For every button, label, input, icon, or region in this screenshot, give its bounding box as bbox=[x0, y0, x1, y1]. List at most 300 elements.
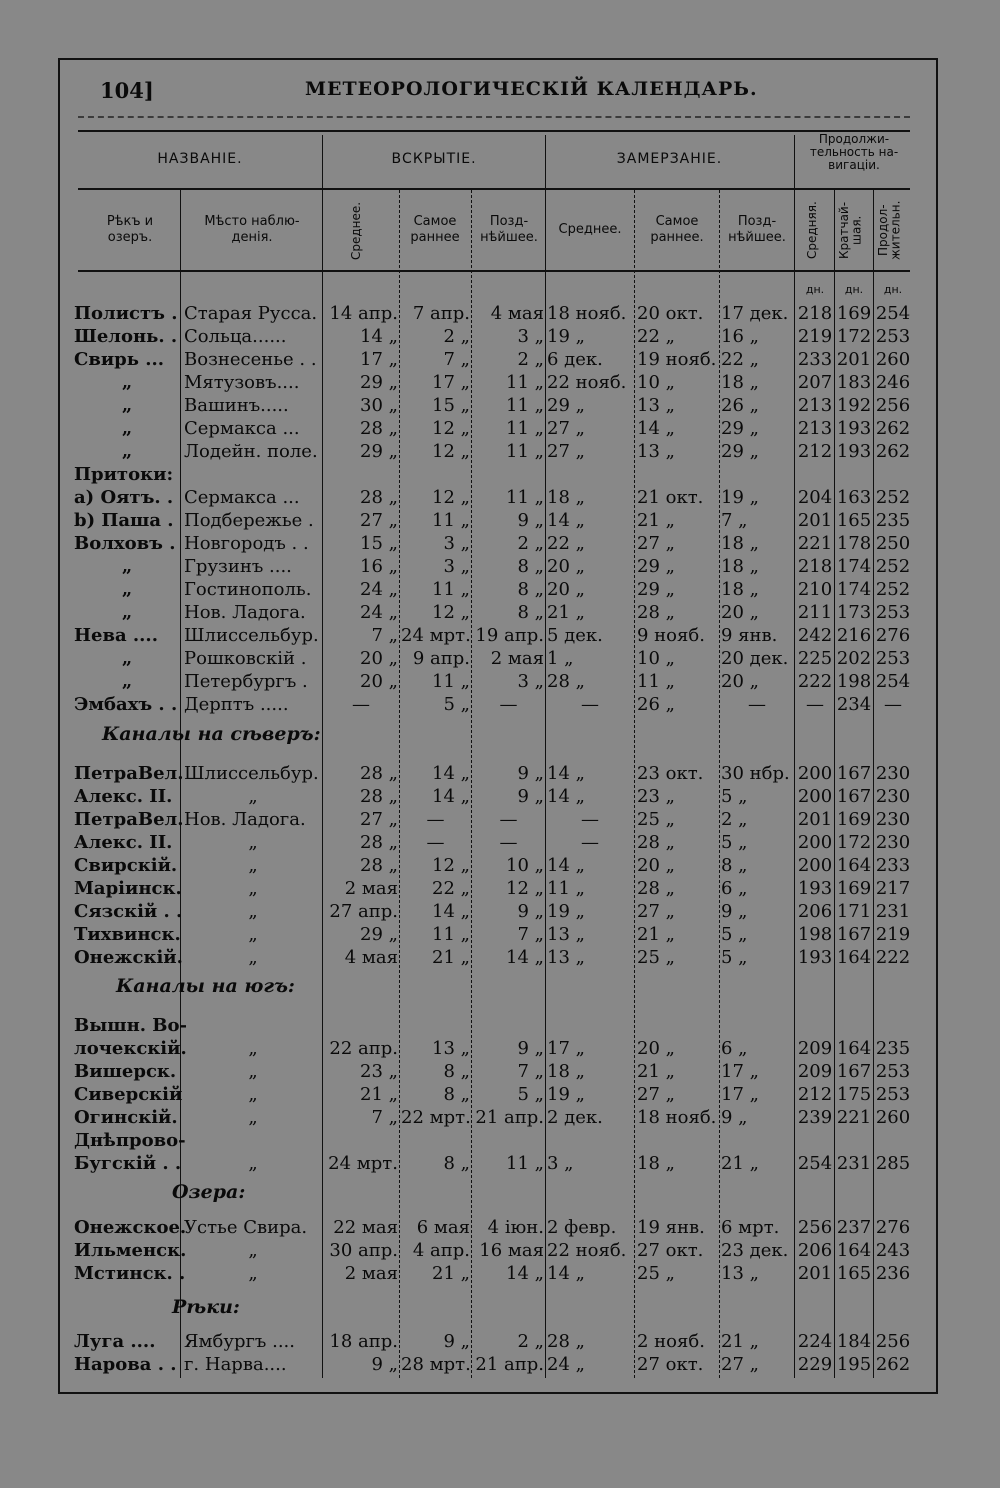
cell-open-avg: 28 „ bbox=[360, 418, 398, 439]
cell-open-late: 4 іюн. bbox=[487, 1217, 544, 1238]
sub-open-early: Самое раннее bbox=[410, 214, 460, 246]
table-row bbox=[0, 302, 1000, 325]
cell-open-avg: 7 „ bbox=[371, 625, 398, 646]
cell-freeze-early: 22 „ bbox=[637, 326, 675, 347]
cell-name: Полистъ . bbox=[74, 303, 178, 324]
cell-freeze-late: 18 „ bbox=[721, 533, 759, 554]
table-row bbox=[0, 1216, 1000, 1239]
cell-open-late: 8 „ bbox=[517, 556, 544, 577]
cell-nav-long: 217 bbox=[875, 878, 911, 899]
cell-open-early: — bbox=[426, 832, 445, 853]
cell-nav-avg: 204 bbox=[797, 487, 833, 508]
table-row bbox=[0, 394, 1000, 417]
cell-freeze-late: 29 „ bbox=[721, 418, 759, 439]
table-row bbox=[0, 509, 1000, 532]
cell-open-avg: 4 мая bbox=[344, 947, 398, 968]
cell-open-early: 22 „ bbox=[432, 878, 470, 899]
cell-freeze-early: 27 „ bbox=[637, 533, 675, 554]
cell-freeze-late: 6 мрт. bbox=[721, 1217, 780, 1238]
cell-freeze-late: 21 „ bbox=[721, 1153, 759, 1174]
cell-place: „ bbox=[248, 1084, 258, 1105]
cell-open-late: 21 апр. bbox=[475, 1354, 544, 1375]
cell-open-late: 11 „ bbox=[506, 418, 544, 439]
cell-open-late: — bbox=[499, 832, 518, 853]
cell-freeze-early: 20 „ bbox=[637, 1038, 675, 1059]
table-row bbox=[0, 417, 1000, 440]
cell-name: ПетраВел. bbox=[74, 809, 184, 830]
cell-open-avg: 24 „ bbox=[360, 602, 398, 623]
cell-freeze-avg: 19 „ bbox=[547, 1084, 585, 1105]
table-row bbox=[0, 1083, 1000, 1106]
cell-place: Сермакса ... bbox=[184, 418, 300, 439]
cell-open-early: 8 „ bbox=[443, 1061, 470, 1082]
cell-nav-long: 253 bbox=[875, 602, 911, 623]
section-canals-north: Каналы на сѣверъ: bbox=[102, 723, 321, 745]
cell-name: Алекс. II. bbox=[74, 786, 173, 807]
table-row bbox=[0, 371, 1000, 394]
cell-open-avg: 30 апр. bbox=[329, 1240, 398, 1261]
group-navigation: Продолжи-тельность на-вигаціи. bbox=[809, 132, 899, 173]
cell-nav-long: 254 bbox=[875, 303, 911, 324]
cell-open-late: 2 „ bbox=[517, 349, 544, 370]
cell-freeze-avg: 21 „ bbox=[547, 602, 585, 623]
cell-freeze-avg: 11 „ bbox=[547, 878, 585, 899]
cell-freeze-avg: 22 „ bbox=[547, 533, 585, 554]
cell-freeze-late: 9 „ bbox=[721, 1107, 748, 1128]
cell-freeze-early: 19 янв. bbox=[637, 1217, 705, 1238]
cell-freeze-early: 10 „ bbox=[637, 372, 675, 393]
cell-freeze-early: 26 „ bbox=[637, 694, 675, 715]
cell-nav-short: 163 bbox=[836, 487, 872, 508]
cell-nav-avg: 206 bbox=[797, 1240, 833, 1261]
cell-name: Онежскій. bbox=[74, 947, 183, 968]
table-row bbox=[0, 325, 1000, 348]
cell-open-late: 4 мая bbox=[490, 303, 544, 324]
cell-open-avg: 14 „ bbox=[360, 326, 398, 347]
cell-open-early: 15 „ bbox=[432, 395, 470, 416]
cell-freeze-avg: 14 „ bbox=[547, 1263, 585, 1284]
cell-freeze-early: 27 окт. bbox=[637, 1240, 704, 1261]
group-header-rule bbox=[78, 188, 910, 190]
cell-nav-short: 164 bbox=[836, 1240, 872, 1261]
cell-nav-avg: 198 bbox=[797, 924, 833, 945]
cell-open-early: 3 „ bbox=[443, 533, 470, 554]
cell-nav-avg: 207 bbox=[797, 372, 833, 393]
header-wavy-rule bbox=[78, 108, 910, 118]
cell-open-late: 9 „ bbox=[517, 901, 544, 922]
cell-open-avg: 27 „ bbox=[360, 510, 398, 531]
table-row bbox=[0, 831, 1000, 854]
cell-open-early: 12 „ bbox=[432, 855, 470, 876]
cell-nav-long: — bbox=[884, 694, 902, 715]
cell-open-early: 11 „ bbox=[432, 924, 470, 945]
cell-nav-short: 234 bbox=[836, 694, 872, 715]
cell-name: Нарова . . bbox=[74, 1354, 177, 1375]
cell-open-early: 8 „ bbox=[443, 1084, 470, 1105]
cell-name: „ bbox=[121, 372, 133, 393]
cell-open-late: 7 „ bbox=[517, 1061, 544, 1082]
table-row bbox=[0, 532, 1000, 555]
cell-open-avg: 30 „ bbox=[360, 395, 398, 416]
cell-freeze-avg: — bbox=[581, 694, 599, 715]
cell-open-avg: 24 „ bbox=[360, 579, 398, 600]
cell-place: Петербургъ . bbox=[184, 671, 308, 692]
cell-open-avg: 29 „ bbox=[360, 372, 398, 393]
cell-open-early: 7 „ bbox=[443, 349, 470, 370]
cell-place: Дерптъ ..... bbox=[184, 694, 289, 715]
table-row bbox=[0, 647, 1000, 670]
cell-freeze-avg: 18 „ bbox=[547, 1061, 585, 1082]
cell-open-early: 14 „ bbox=[432, 901, 470, 922]
cell-nav-avg: 200 bbox=[797, 763, 833, 784]
cell-place: „ bbox=[248, 855, 258, 876]
cell-freeze-late: 21 „ bbox=[721, 1331, 759, 1352]
cell-nav-long: 230 bbox=[875, 832, 911, 853]
sub-place: Мѣсто наблю-денія. bbox=[204, 214, 300, 246]
cell-nav-avg: 218 bbox=[797, 556, 833, 577]
cell-nav-short: 171 bbox=[836, 901, 872, 922]
table-row bbox=[0, 1060, 1000, 1083]
cell-freeze-late: 17 „ bbox=[721, 1084, 759, 1105]
sub-nav-long: Продол-жительн. bbox=[876, 200, 903, 260]
cell-freeze-early: 11 „ bbox=[637, 671, 675, 692]
cell-open-avg: 14 апр. bbox=[329, 303, 398, 324]
table-row bbox=[0, 463, 1000, 486]
cell-nav-long: 222 bbox=[875, 947, 911, 968]
cell-place: Подбережье . bbox=[184, 510, 314, 531]
cell-freeze-late: 16 „ bbox=[721, 326, 759, 347]
cell-freeze-early: 21 окт. bbox=[637, 487, 704, 508]
sub-river: Рѣкъ и озеръ. bbox=[106, 214, 154, 246]
cell-open-avg: 20 „ bbox=[360, 648, 398, 669]
cell-open-early: 6 мая bbox=[416, 1217, 470, 1238]
cell-nav-avg: 209 bbox=[797, 1061, 833, 1082]
cell-open-early: 9 „ bbox=[443, 1331, 470, 1352]
cell-name: Сязскій . . bbox=[74, 901, 183, 922]
cell-freeze-avg: 22 нояб. bbox=[547, 1240, 627, 1261]
cell-open-avg: 29 „ bbox=[360, 924, 398, 945]
cell-freeze-early: 13 „ bbox=[637, 395, 675, 416]
table-row bbox=[0, 1239, 1000, 1262]
cell-nav-short: 167 bbox=[836, 786, 872, 807]
group-opening: ВСКРЫТІЕ. bbox=[391, 151, 477, 167]
cell-name: Ильменск. bbox=[74, 1240, 187, 1261]
cell-name: Сиверскій bbox=[74, 1084, 183, 1105]
cell-freeze-early: 25 „ bbox=[637, 1263, 675, 1284]
cell-nav-long: 262 bbox=[875, 418, 911, 439]
cell-freeze-late: 20 дек. bbox=[721, 648, 789, 669]
cell-open-late: 11 „ bbox=[506, 487, 544, 508]
table-row bbox=[0, 808, 1000, 831]
cell-freeze-early: 23 окт. bbox=[637, 763, 704, 784]
cell-freeze-early: 9 нояб. bbox=[637, 625, 705, 646]
cell-nav-avg: 200 bbox=[797, 832, 833, 853]
cell-freeze-early: 28 „ bbox=[637, 602, 675, 623]
cell-nav-short: 169 bbox=[836, 878, 872, 899]
cell-freeze-late: 18 „ bbox=[721, 372, 759, 393]
cell-open-late: — bbox=[499, 809, 518, 830]
group-name: НАЗВАНІЕ. bbox=[157, 151, 243, 167]
cell-name: Алекс. II. bbox=[74, 832, 173, 853]
sub-nav-short: Кратчай-шая. bbox=[837, 201, 864, 259]
cell-open-late: 3 „ bbox=[517, 671, 544, 692]
cell-place: Устье Свира. bbox=[184, 1217, 308, 1238]
section-lakes: Озера: bbox=[172, 1181, 246, 1203]
cell-place: „ bbox=[248, 924, 258, 945]
cell-open-avg: 7 „ bbox=[371, 1107, 398, 1128]
table-row bbox=[0, 601, 1000, 624]
cell-nav-short: 167 bbox=[836, 1061, 872, 1082]
cell-open-avg: 15 „ bbox=[360, 533, 398, 554]
cell-freeze-avg: 13 „ bbox=[547, 947, 585, 968]
cell-freeze-late: 6 „ bbox=[721, 878, 748, 899]
cell-name: „ bbox=[121, 671, 133, 692]
cell-name: „ bbox=[121, 556, 133, 577]
cell-open-avg: 21 „ bbox=[360, 1084, 398, 1105]
cell-freeze-early: 29 „ bbox=[637, 556, 675, 577]
cell-nav-avg: 219 bbox=[797, 326, 833, 347]
cell-freeze-avg: 18 нояб. bbox=[547, 303, 627, 324]
cell-nav-avg: 201 bbox=[797, 809, 833, 830]
cell-place: Новгородъ . . bbox=[184, 533, 309, 554]
cell-place: „ bbox=[248, 1038, 258, 1059]
cell-nav-short: 231 bbox=[836, 1153, 872, 1174]
cell-open-early: 13 „ bbox=[432, 1038, 470, 1059]
cell-freeze-avg: 17 „ bbox=[547, 1038, 585, 1059]
cell-freeze-early: 27 окт. bbox=[637, 1354, 704, 1375]
cell-name: ПетраВел. bbox=[74, 763, 184, 784]
cell-open-avg: 16 „ bbox=[360, 556, 398, 577]
cell-name: Тихвинск. bbox=[74, 924, 181, 945]
cell-freeze-late: 8 „ bbox=[721, 855, 748, 876]
table-row bbox=[0, 1152, 1000, 1175]
cell-open-late: 10 „ bbox=[506, 855, 544, 876]
cell-nav-long: 285 bbox=[875, 1153, 911, 1174]
cell-freeze-avg: 14 „ bbox=[547, 510, 585, 531]
table-row bbox=[0, 877, 1000, 900]
cell-open-avg: 28 „ bbox=[360, 786, 398, 807]
cell-nav-long: 276 bbox=[875, 1217, 911, 1238]
cell-open-early: 7 апр. bbox=[412, 303, 470, 324]
cell-nav-long: 230 bbox=[875, 809, 911, 830]
cell-nav-long: 276 bbox=[875, 625, 911, 646]
cell-nav-long: 235 bbox=[875, 510, 911, 531]
cell-freeze-avg: 1 „ bbox=[547, 648, 574, 669]
page-title: МЕТЕОРОЛОГИЧЕСКІЙ КАЛЕНДАРЬ. bbox=[305, 78, 758, 100]
cell-nav-long: 219 bbox=[875, 924, 911, 945]
cell-open-early: 11 „ bbox=[432, 579, 470, 600]
cell-place: „ bbox=[248, 947, 258, 968]
cell-open-early: 3 „ bbox=[443, 556, 470, 577]
cell-name: Свирь ... bbox=[74, 349, 165, 370]
cell-nav-short: 178 bbox=[836, 533, 872, 554]
cell-nav-short: 193 bbox=[836, 418, 872, 439]
cell-nav-short: 174 bbox=[836, 579, 872, 600]
cell-open-early: 12 „ bbox=[432, 441, 470, 462]
cell-place: „ bbox=[248, 1153, 258, 1174]
cell-name: „ bbox=[121, 418, 133, 439]
cell-freeze-early: 23 „ bbox=[637, 786, 675, 807]
cell-freeze-late: 5 „ bbox=[721, 947, 748, 968]
cell-freeze-early: 25 „ bbox=[637, 947, 675, 968]
cell-nav-avg: 229 bbox=[797, 1354, 833, 1375]
cell-freeze-early: 20 „ bbox=[637, 855, 675, 876]
cell-nav-short: 183 bbox=[836, 372, 872, 393]
cell-name: Свирскій. bbox=[74, 855, 178, 876]
cell-open-avg: — bbox=[352, 694, 370, 715]
cell-nav-long: 233 bbox=[875, 855, 911, 876]
table-row bbox=[0, 693, 1000, 716]
sub-freeze-late: Позд-нѣйшее. bbox=[728, 214, 786, 246]
cell-open-early: 4 апр. bbox=[412, 1240, 470, 1261]
cell-nav-avg: 210 bbox=[797, 579, 833, 600]
cell-name: Волховъ . bbox=[74, 533, 176, 554]
cell-freeze-avg: 13 „ bbox=[547, 924, 585, 945]
cell-nav-short: 221 bbox=[836, 1107, 872, 1128]
cell-freeze-late: 7 „ bbox=[721, 510, 748, 531]
cell-nav-long: 260 bbox=[875, 349, 911, 370]
cell-place: „ bbox=[248, 1263, 258, 1284]
cell-nav-short: 167 bbox=[836, 763, 872, 784]
cell-open-avg: 24 мрт. bbox=[328, 1153, 398, 1174]
cell-nav-short: 169 bbox=[836, 303, 872, 324]
cell-freeze-late: 23 дек. bbox=[721, 1240, 789, 1261]
cell-nav-avg: 212 bbox=[797, 1084, 833, 1105]
cell-freeze-late: — bbox=[748, 694, 766, 715]
section-canals-south: Каналы на югъ: bbox=[116, 975, 295, 997]
subheader-rule bbox=[78, 270, 910, 272]
cell-open-early: 21 „ bbox=[432, 947, 470, 968]
cell-freeze-late: 17 „ bbox=[721, 1061, 759, 1082]
cell-nav-avg: 201 bbox=[797, 510, 833, 531]
cell-name: лочекскій. bbox=[74, 1038, 187, 1059]
sub-freeze-avg: Среднее. bbox=[558, 222, 622, 237]
cell-nav-long: 253 bbox=[875, 326, 911, 347]
cell-open-avg: 2 мая bbox=[344, 1263, 398, 1284]
table-row bbox=[0, 486, 1000, 509]
table-row bbox=[0, 624, 1000, 647]
table-row bbox=[0, 923, 1000, 946]
unit-nav-avg: дн. bbox=[805, 283, 825, 296]
cell-nav-avg: 256 bbox=[797, 1217, 833, 1238]
cell-place: „ bbox=[248, 901, 258, 922]
table-row bbox=[0, 348, 1000, 371]
cell-nav-avg: 213 bbox=[797, 418, 833, 439]
cell-nav-avg: 201 bbox=[797, 1263, 833, 1284]
cell-freeze-avg: 28 „ bbox=[547, 671, 585, 692]
cell-nav-avg: 242 bbox=[797, 625, 833, 646]
cell-name: „ bbox=[121, 602, 133, 623]
cell-freeze-avg: 27 „ bbox=[547, 418, 585, 439]
cell-nav-long: 254 bbox=[875, 671, 911, 692]
cell-nav-long: 253 bbox=[875, 1061, 911, 1082]
cell-name: Вишерск. bbox=[74, 1061, 177, 1082]
cell-freeze-early: 21 „ bbox=[637, 924, 675, 945]
table-row bbox=[0, 1330, 1000, 1353]
cell-open-early: 21 „ bbox=[432, 1263, 470, 1284]
cell-nav-long: 260 bbox=[875, 1107, 911, 1128]
cell-open-late: 9 „ bbox=[517, 1038, 544, 1059]
cell-freeze-late: 29 „ bbox=[721, 441, 759, 462]
cell-name: Огинскій. bbox=[74, 1107, 178, 1128]
cell-open-late: 8 „ bbox=[517, 602, 544, 623]
cell-open-early: 11 „ bbox=[432, 510, 470, 531]
cell-place: Вознесенье . . bbox=[184, 349, 317, 370]
cell-freeze-avg: 18 „ bbox=[547, 487, 585, 508]
cell-freeze-early: 21 „ bbox=[637, 510, 675, 531]
cell-place: „ bbox=[248, 786, 258, 807]
cell-freeze-avg: 2 дек. bbox=[547, 1107, 603, 1128]
cell-freeze-late: 26 „ bbox=[721, 395, 759, 416]
cell-place: Ямбургъ .... bbox=[184, 1331, 295, 1352]
cell-freeze-avg: 19 „ bbox=[547, 326, 585, 347]
cell-freeze-early: 27 „ bbox=[637, 1084, 675, 1105]
cell-nav-long: 236 bbox=[875, 1263, 911, 1284]
cell-nav-avg: 221 bbox=[797, 533, 833, 554]
cell-open-early: 22 мрт. bbox=[401, 1107, 471, 1128]
cell-open-late: 8 „ bbox=[517, 579, 544, 600]
cell-nav-short: 167 bbox=[836, 924, 872, 945]
table-row bbox=[0, 1353, 1000, 1376]
cell-nav-long: 235 bbox=[875, 1038, 911, 1059]
cell-nav-avg: 193 bbox=[797, 947, 833, 968]
cell-freeze-late: 5 „ bbox=[721, 832, 748, 853]
cell-place: Шлиссельбур. bbox=[184, 763, 319, 784]
cell-freeze-early: 18 „ bbox=[637, 1153, 675, 1174]
cell-nav-short: 174 bbox=[836, 556, 872, 577]
cell-name: „ bbox=[121, 579, 133, 600]
cell-open-avg: 29 „ bbox=[360, 441, 398, 462]
cell-open-late: 11 „ bbox=[506, 1153, 544, 1174]
cell-open-early: 9 апр. bbox=[412, 648, 470, 669]
cell-open-early: 12 „ bbox=[432, 602, 470, 623]
cell-name: Днѣпрово- bbox=[74, 1130, 186, 1151]
cell-place: Гостинополь. bbox=[184, 579, 312, 600]
cell-place: Нов. Ладога. bbox=[184, 809, 306, 830]
cell-freeze-late: 17 дек. bbox=[721, 303, 789, 324]
cell-nav-long: 256 bbox=[875, 1331, 911, 1352]
table-row bbox=[0, 440, 1000, 463]
cell-nav-avg: 222 bbox=[797, 671, 833, 692]
cell-nav-long: 250 bbox=[875, 533, 911, 554]
cell-open-early: 28 мрт. bbox=[401, 1354, 471, 1375]
cell-place: Мятузовъ.... bbox=[184, 372, 300, 393]
table-top-rule bbox=[78, 130, 910, 132]
cell-freeze-avg: 14 „ bbox=[547, 786, 585, 807]
table-row bbox=[0, 1037, 1000, 1060]
cell-nav-avg: 233 bbox=[797, 349, 833, 370]
cell-freeze-early: 14 „ bbox=[637, 418, 675, 439]
cell-freeze-avg: 29 „ bbox=[547, 395, 585, 416]
cell-place: „ bbox=[248, 832, 258, 853]
cell-freeze-late: 5 „ bbox=[721, 786, 748, 807]
cell-open-late: 16 мая bbox=[479, 1240, 544, 1261]
table-row bbox=[0, 1014, 1000, 1037]
cell-freeze-early: 28 „ bbox=[637, 878, 675, 899]
cell-nav-short: 195 bbox=[836, 1354, 872, 1375]
cell-freeze-late: 18 „ bbox=[721, 579, 759, 600]
cell-nav-avg: 193 bbox=[797, 878, 833, 899]
cell-nav-avg: 211 bbox=[797, 602, 833, 623]
cell-open-avg: 27 апр. bbox=[329, 901, 398, 922]
cell-open-late: 14 „ bbox=[506, 947, 544, 968]
cell-freeze-late: 27 „ bbox=[721, 1354, 759, 1375]
cell-open-avg: 28 „ bbox=[360, 763, 398, 784]
cell-nav-avg: 224 bbox=[797, 1331, 833, 1352]
cell-nav-avg: 206 bbox=[797, 901, 833, 922]
cell-name: Притоки: bbox=[74, 464, 174, 485]
cell-nav-avg: 213 bbox=[797, 395, 833, 416]
